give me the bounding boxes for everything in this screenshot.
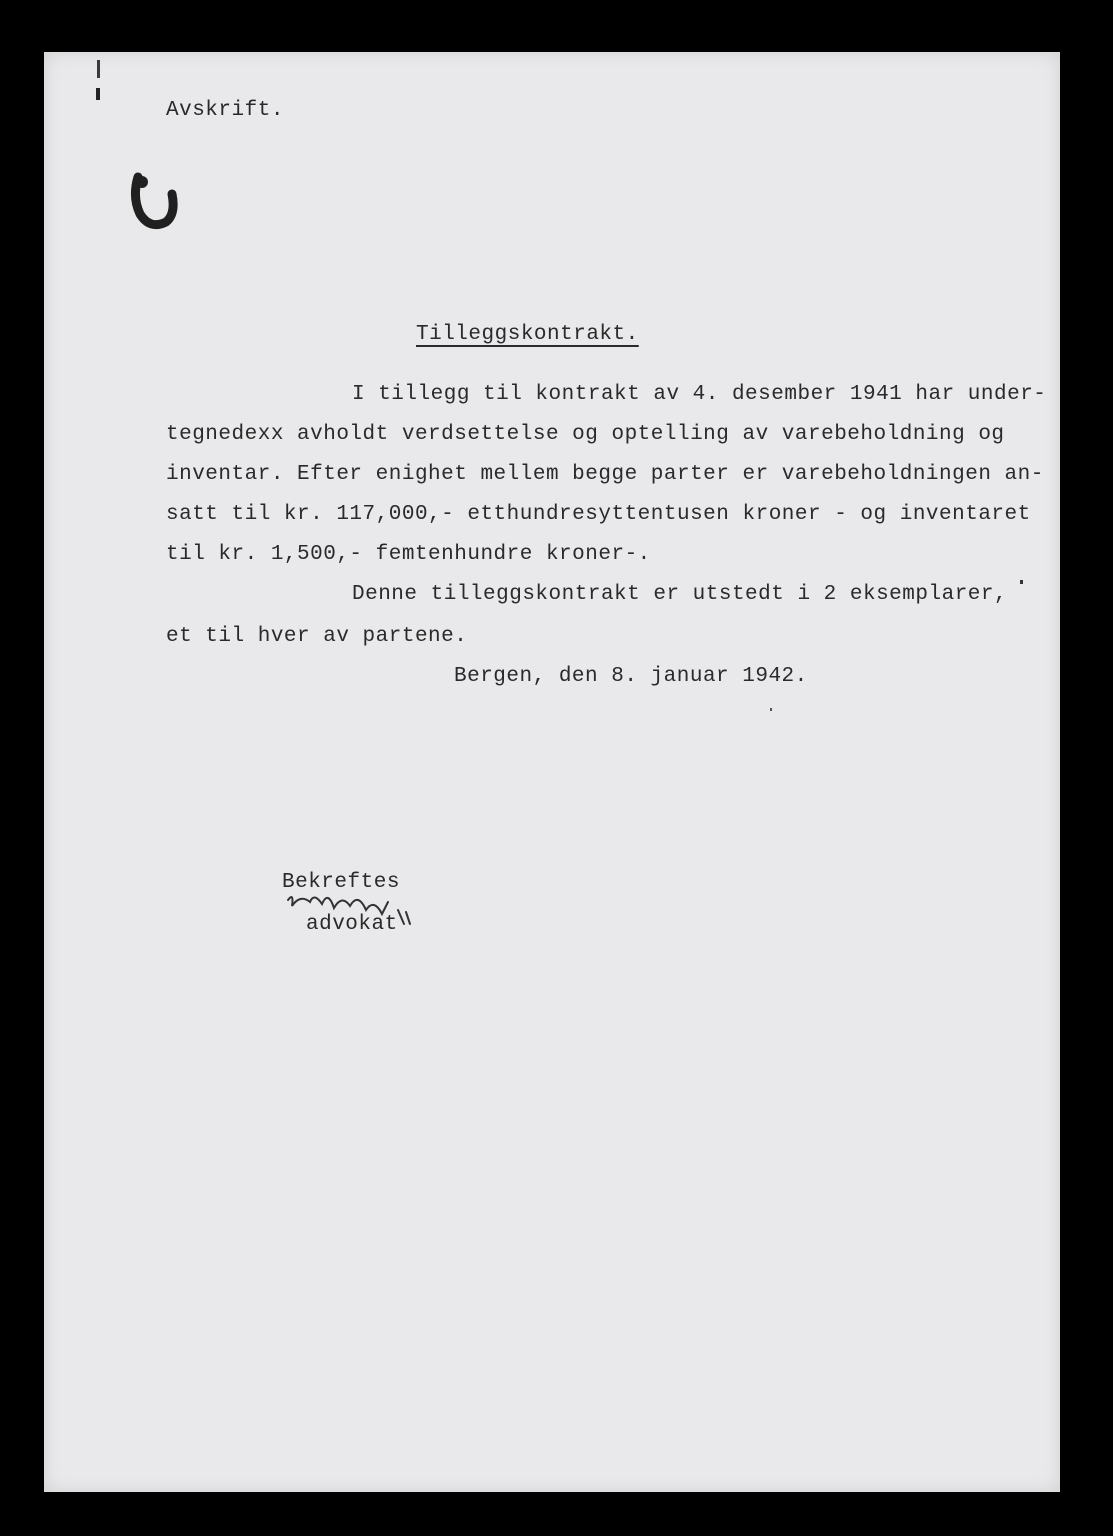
document-page <box>44 52 1060 1492</box>
place-date: Bergen, den 8. januar 1942. <box>454 665 808 688</box>
confirmation-label: Bekreftes <box>282 871 400 894</box>
body-line: inventar. Efter enighet mellem begge parter er varebeholdningen an- <box>166 463 1044 486</box>
edge-mark <box>97 60 100 78</box>
speck <box>1020 580 1023 584</box>
body-line: et til hver av partene. <box>166 625 468 648</box>
speck <box>770 708 772 711</box>
document-title: Tilleggskontrakt. <box>416 323 639 346</box>
role-label: advokat <box>306 913 398 936</box>
edge-mark <box>96 88 100 100</box>
body-line: til kr. 1,500,- femtenhundre kroner-. <box>166 543 651 566</box>
body-line: satt til kr. 117,000,- etthundresyttentusen kroner - og inventaret <box>166 503 1031 526</box>
header-label: Avskrift. <box>166 99 284 122</box>
body-line: Denne tilleggskontrakt er utstedt i 2 eksemplarer, <box>352 583 1008 606</box>
handwritten-signature-icon <box>270 884 440 934</box>
binder-hole-mark-icon <box>128 172 180 232</box>
body-line: I tillegg til kontrakt av 4. desember 1941 har under- <box>352 383 1047 406</box>
body-line: tegnedexx avholdt verdsettelse og optelling av varebeholdning og <box>166 423 1005 446</box>
